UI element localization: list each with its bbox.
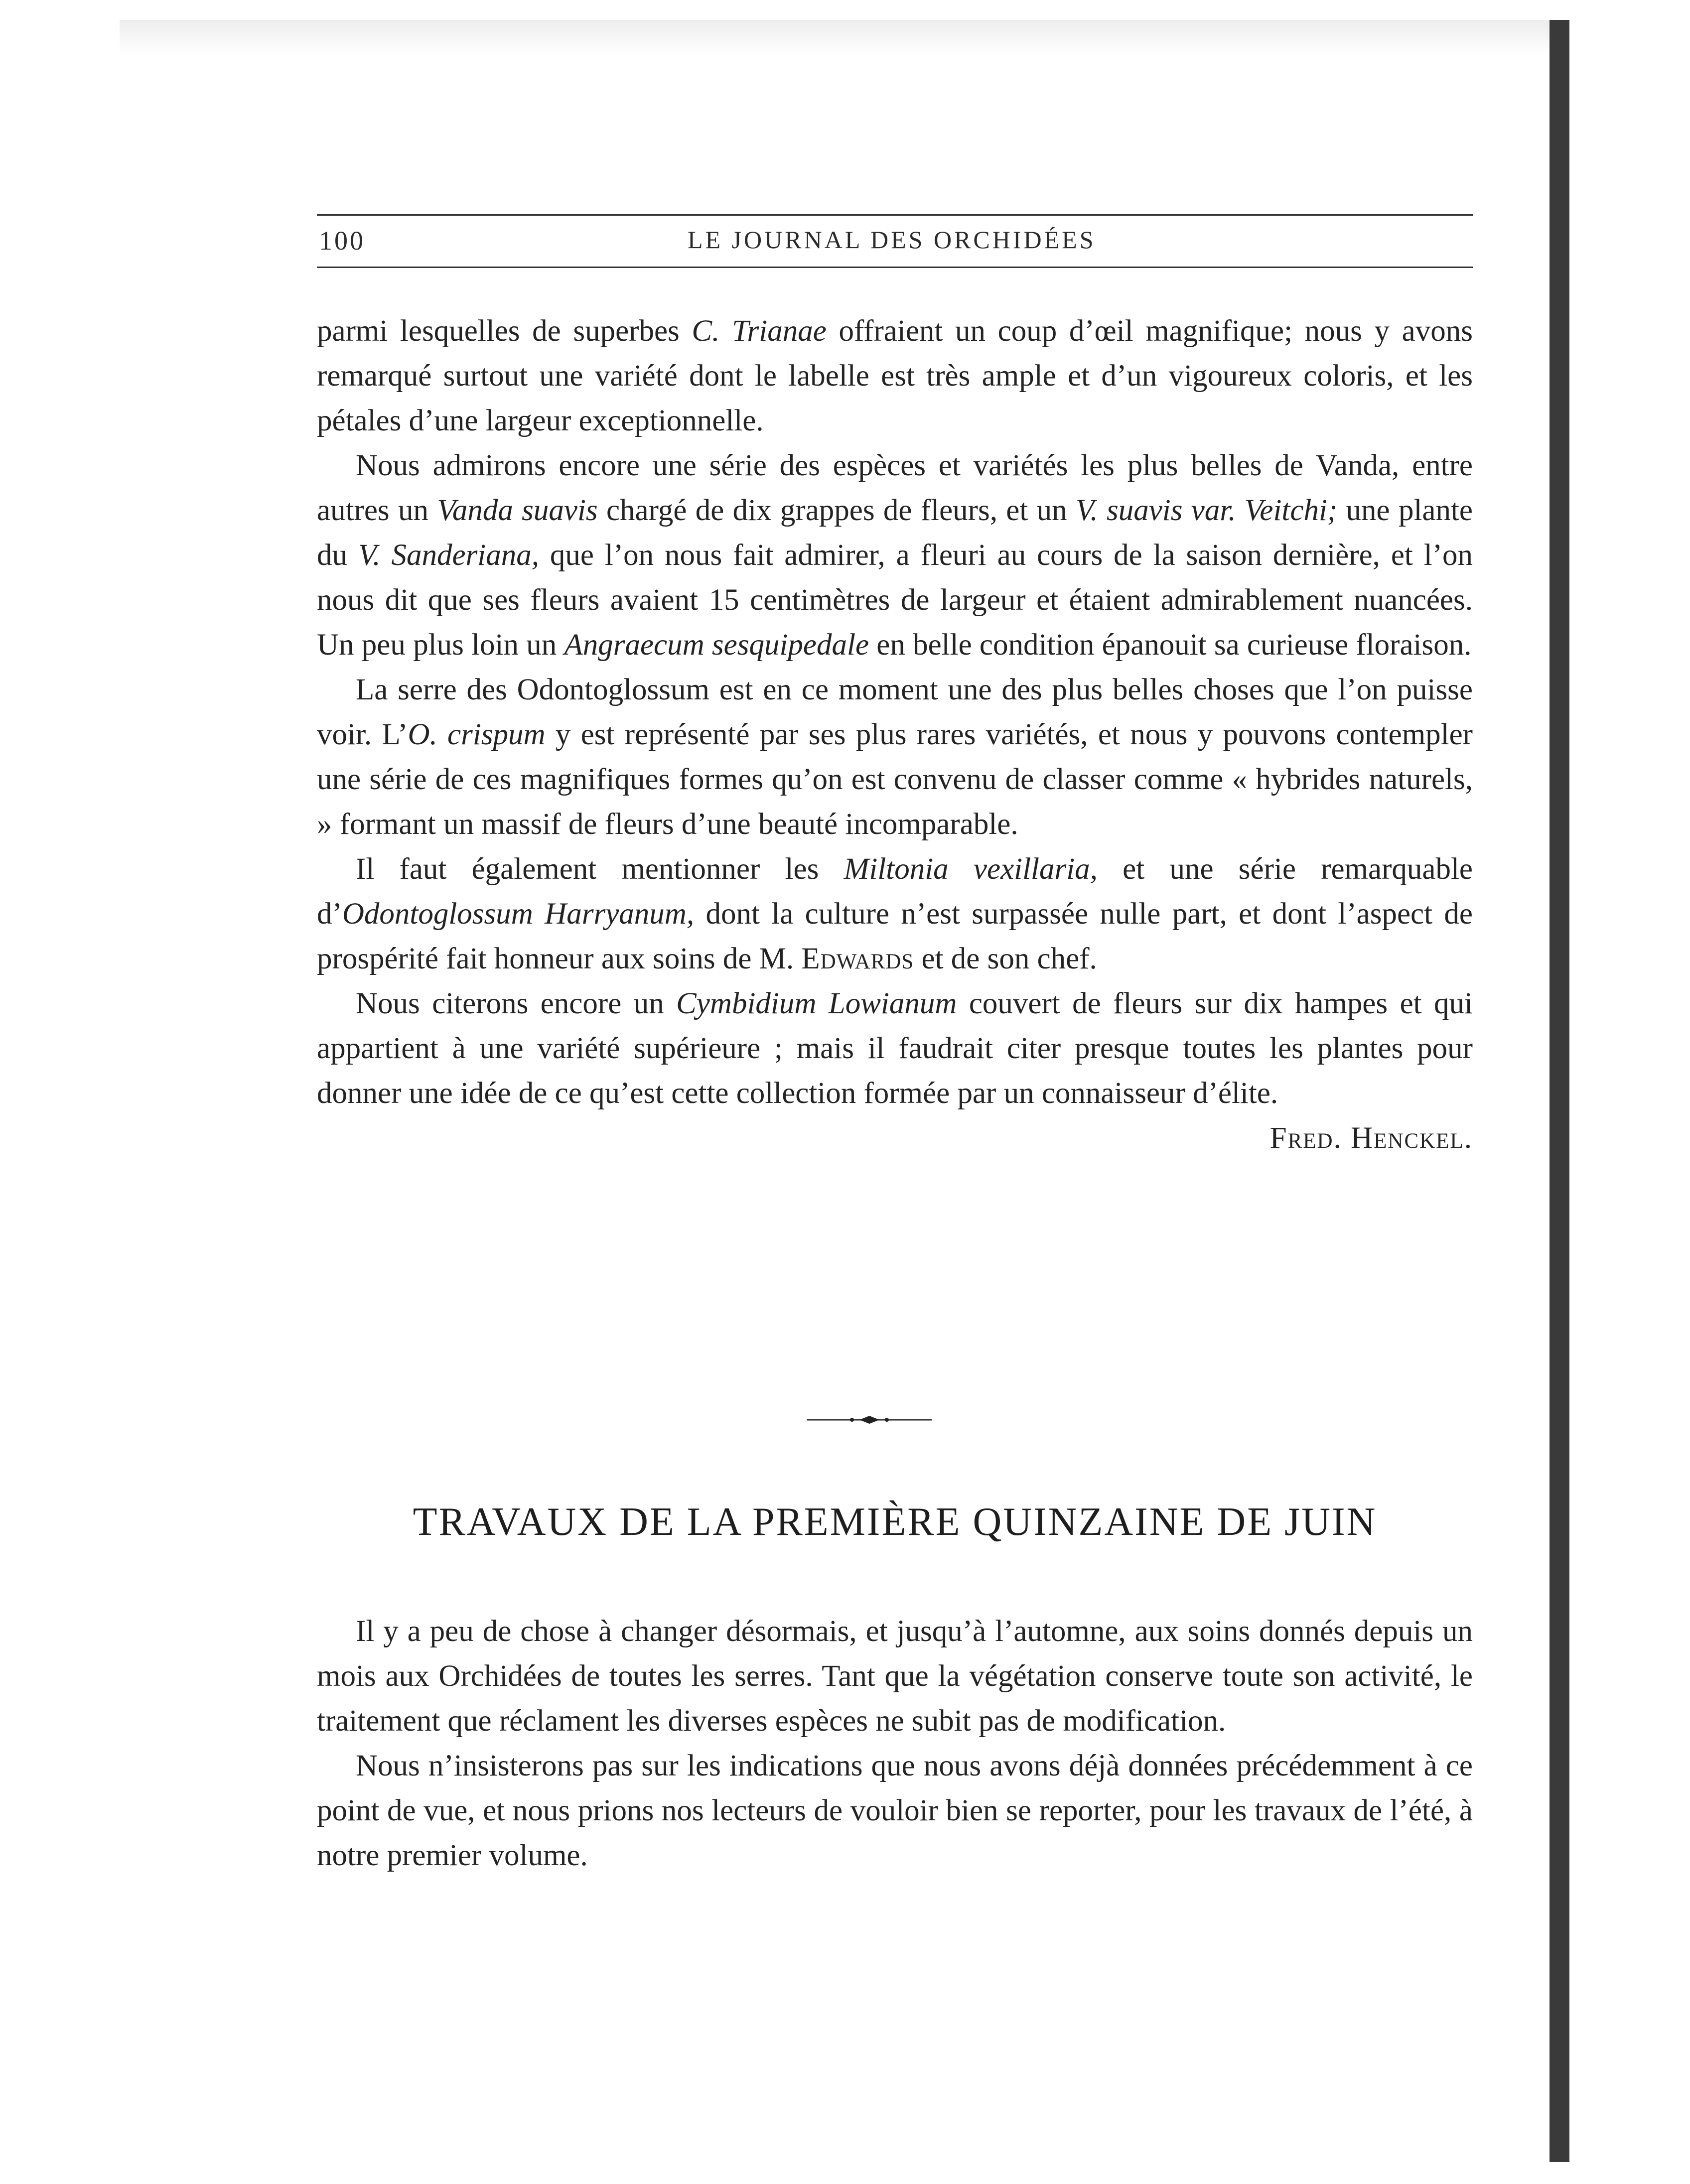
italic-text: Vanda suavis (437, 494, 598, 527)
section-title: TRAVAUX DE LA PREMIÈRE QUINZAINE DE JUIN (413, 1500, 1377, 1544)
scan-shadow-top (120, 20, 1554, 55)
italic-text: V. Sanderiana, (358, 539, 539, 572)
paragraph (317, 443, 1473, 668)
article-body (317, 309, 1473, 1161)
section-divider-ornament (807, 1414, 932, 1426)
text-run: Nous n’insisterons pas sur les indications que nous avons déjà données précédemment à ce point de vue, et nous prions nos lecteurs de vouloir bien se reporter, pour les travaux de l’été, à notre premier volume. (317, 1749, 1473, 1872)
paragraph (317, 847, 1473, 981)
text-run: Il faut également mentionner les (356, 852, 844, 886)
text-run: couvert de fleurs sur dix hampes et qui appartient à une variété supérieure ; mais il faudrait citer presque toutes les plantes pour donner une idée de ce qu’est cette collection formée par un connaisseur d’élite. (317, 987, 1473, 1110)
text-run: que l’on nous fait admirer, a fleuri au cours de la saison dernière, et l’on nous dit que ses fleurs avaient 15 centimètres de largeur et étaient admirablement nuancées. Un peu plus loin un (317, 539, 1473, 662)
text-run: et une série remarquable d’ (317, 852, 1473, 931)
page-number: 100 (319, 226, 365, 256)
header-rule-top (317, 214, 1473, 216)
italic-text: V. suavis var. Veitchi; (1075, 494, 1338, 527)
text-run: en belle condition épanouit sa curieuse floraison. (869, 628, 1472, 662)
paragraph (317, 1609, 1473, 1744)
paragraph (317, 981, 1473, 1116)
text-run: dont la culture n’est surpassée nulle part, et dont l’aspect de prospérité fait honneur aux soins de M. (317, 897, 1473, 975)
small-caps-text: Edwards (801, 942, 914, 975)
scan-edge-right (1549, 20, 1569, 2162)
text-run: La serre des Odontoglossum est en ce moment une des plus belles choses que l’on puisse voir. L’ (317, 673, 1473, 751)
italic-text: C. Trianae (692, 314, 827, 348)
text-run: offraient un coup d’œil magnifique; nous y avons remarqué surtout une variété dont le labelle est très ample et d’un vigoureux coloris, et les pétales d’une largeur exceptionnelle. (317, 314, 1473, 437)
italic-text: Miltonia vexillaria, (844, 852, 1098, 886)
paragraph (317, 668, 1473, 847)
italic-text: Odontoglossum Harryanum, (342, 897, 695, 931)
text-run: et de son chef. (914, 942, 1097, 975)
text-run: parmi lesquelles de superbes (317, 314, 692, 348)
paragraph (317, 1744, 1473, 1878)
text-run: y est représenté par ses plus rares variétés, et nous y pouvons contempler une série de ces magnifiques formes qu’on est convenu de classer comme « hybrides naturels, » formant un massif de fleurs d’une beauté incomparable. (317, 718, 1473, 841)
text-run: chargé de dix grappes de fleurs, et un (597, 494, 1076, 527)
italic-text: Cymbidium Lowianum (676, 987, 957, 1020)
section-body (317, 1609, 1473, 1878)
author-signature: Fred. Henckel. (1269, 1121, 1473, 1155)
italic-text: Angraecum sesquipedale (564, 628, 869, 662)
text-run: Nous citerons encore un (356, 987, 677, 1020)
header-rule-bottom (317, 267, 1473, 268)
running-header-title: LE JOURNAL DES ORCHIDÉES (688, 226, 1096, 254)
text-run: Il y a peu de chose à changer désormais, et jusqu’à l’automne, aux soins donnés depuis un mois aux Orchidées de toutes les serres. Tant que la végétation conserve toute son activité, le traitement que réclament les diverses espèces ne subit pas de modification. (317, 1615, 1473, 1738)
text-run: Nous admirons encore une série des espèces et variétés les plus belles de Vanda, entre autres un (317, 449, 1473, 527)
text-run: une plante du (317, 494, 1473, 572)
paragraph (317, 309, 1473, 443)
italic-text: O. crispum (408, 718, 546, 751)
